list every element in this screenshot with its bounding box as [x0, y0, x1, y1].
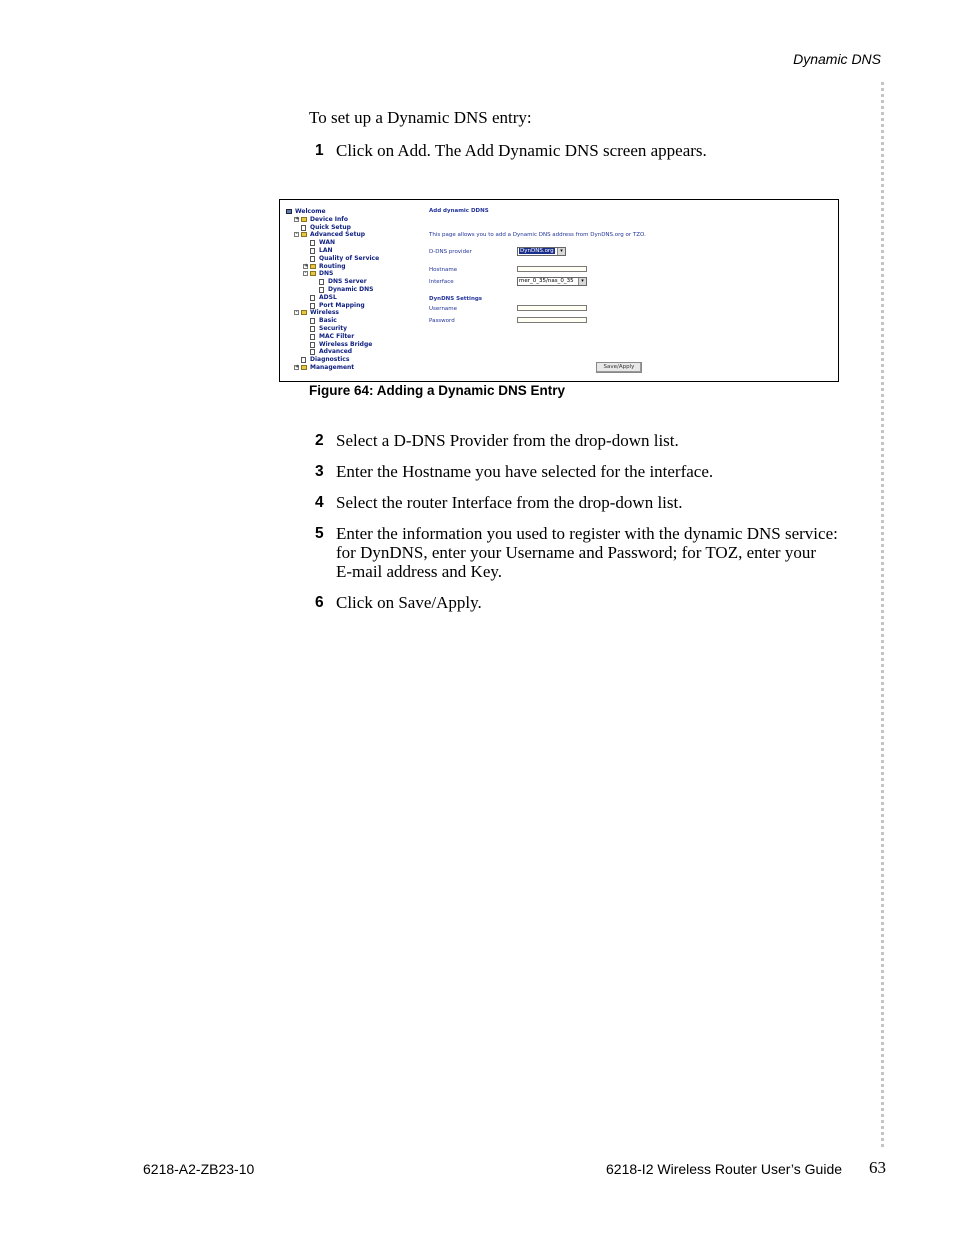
password-input[interactable]	[517, 317, 587, 323]
step-text: for DynDNS, enter your Username and Password; for TOZ, enter your	[336, 543, 816, 562]
page-icon	[310, 318, 315, 324]
nav-tree-item[interactable]: DNS Server	[328, 278, 367, 286]
nav-tree-item[interactable]: Wireless	[310, 309, 339, 317]
intro-paragraph: To set up a Dynamic DNS entry:	[309, 108, 532, 127]
page-icon	[310, 326, 315, 332]
page-icon	[310, 303, 315, 309]
expand-icon[interactable]: +	[295, 364, 300, 370]
nav-tree-item[interactable]: Diagnostics	[310, 356, 350, 364]
figure-screenshot	[279, 199, 839, 382]
page-icon	[301, 225, 306, 231]
nav-tree-item[interactable]: Security	[319, 325, 348, 332]
provider-selected-value: DynDNS.org	[520, 248, 554, 254]
nav-tree-item[interactable]: WAN	[319, 239, 336, 247]
settings-heading: DynDNS Settings	[429, 296, 483, 302]
figure-caption: Figure 64: Adding a Dynamic DNS Entry	[309, 383, 566, 398]
password-label: Password	[429, 318, 455, 324]
nav-tree-item[interactable]: Device Info	[310, 215, 348, 223]
page-icon	[310, 349, 315, 355]
interface-label: Interface	[429, 279, 454, 285]
step-text: Select the router Interface from the drop-down list.	[336, 493, 683, 512]
nav-tree-item[interactable]: Quality of Service	[319, 254, 380, 262]
page-icon	[310, 240, 315, 246]
running-header: Dynamic DNS	[793, 51, 881, 67]
hostname-label: Hostname	[429, 267, 458, 273]
footer-doc-id: 6218-A2-ZB23-10	[143, 1161, 255, 1177]
folder-icon	[301, 232, 307, 237]
footer-guide-title: 6218-I2 Wireless Router User’s Guide	[606, 1161, 843, 1177]
nav-tree-item[interactable]: Welcome	[295, 208, 326, 215]
nav-tree-item[interactable]: MAC Filter	[319, 332, 355, 340]
collapse-icon[interactable]: -	[295, 309, 298, 316]
interface-select[interactable]	[517, 277, 587, 286]
step-text: Select a D-DNS Provider from the drop-down list.	[336, 431, 679, 450]
step-number: 4	[315, 494, 324, 511]
nav-tree-item[interactable]: Routing	[319, 262, 346, 270]
form-title: Add dynamic DDNS	[429, 208, 489, 214]
step-text: E-mail address and Key.	[336, 562, 503, 581]
expand-icon[interactable]: +	[295, 215, 300, 222]
folder-icon	[310, 271, 316, 276]
collapse-icon[interactable]: -	[295, 231, 298, 238]
page-icon	[310, 248, 315, 254]
nav-tree-item[interactable]: Dynamic DNS	[328, 286, 374, 293]
form-description: This page allows you to add a Dynamic DNS address from DynDNS.org or TZO.	[429, 232, 646, 238]
page-number: 63	[869, 1158, 886, 1177]
nav-tree-item[interactable]: Advanced	[319, 348, 353, 356]
provider-select[interactable]	[517, 247, 566, 256]
save-apply-button[interactable]: Save/Apply	[596, 362, 642, 373]
page-icon	[310, 334, 315, 340]
step-number: 1	[315, 142, 324, 159]
step-number: 3	[315, 463, 324, 480]
provider-label: D-DNS provider	[429, 249, 472, 255]
step-text: Enter the information you used to register with the dynamic DNS service:	[336, 524, 838, 543]
nav-tree-item[interactable]: Quick Setup	[310, 223, 351, 231]
nav-tree-item[interactable]: Management	[310, 364, 355, 371]
nav-tree-item[interactable]: LAN	[319, 247, 333, 254]
nav-tree-item[interactable]: Basic	[319, 317, 337, 325]
nav-tree-item[interactable]: ADSL	[319, 293, 337, 301]
page-icon	[310, 256, 315, 262]
chevron-down-icon[interactable]: ▾	[578, 278, 586, 285]
nav-tree-item[interactable]: DNS	[319, 270, 334, 278]
interface-selected-value: mer_0_35/nas_0_35	[519, 278, 574, 284]
step-text: Enter the Hostname you have selected for the interface.	[336, 462, 714, 481]
collapse-icon[interactable]: -	[304, 270, 307, 277]
page-icon	[301, 357, 306, 363]
folder-icon	[310, 264, 316, 269]
nav-tree-item[interactable]: Port Mapping	[319, 301, 365, 309]
nav-tree-item[interactable]: Advanced Setup	[310, 231, 366, 239]
expand-icon[interactable]: +	[304, 262, 309, 269]
margin-rule	[881, 82, 884, 1147]
chevron-down-icon[interactable]: ▾	[557, 248, 565, 255]
folder-icon	[301, 217, 307, 222]
folder-icon	[301, 310, 307, 315]
hostname-input[interactable]	[517, 266, 587, 272]
step-text: Click on Save/Apply.	[336, 593, 482, 612]
page-icon	[319, 279, 324, 285]
step-number: 5	[315, 525, 324, 542]
step-number: 6	[315, 594, 324, 611]
step-text: Click on Add. The Add Dynamic DNS screen appears.	[336, 141, 707, 160]
page-icon	[310, 342, 315, 348]
folder-icon	[301, 365, 307, 370]
page-icon	[310, 295, 315, 301]
username-label: Username	[429, 306, 458, 312]
step-number: 2	[315, 432, 324, 449]
page-icon	[319, 287, 324, 293]
computer-icon	[286, 209, 292, 214]
nav-tree-item[interactable]: Wireless Bridge	[319, 340, 373, 348]
username-input[interactable]	[517, 305, 587, 311]
